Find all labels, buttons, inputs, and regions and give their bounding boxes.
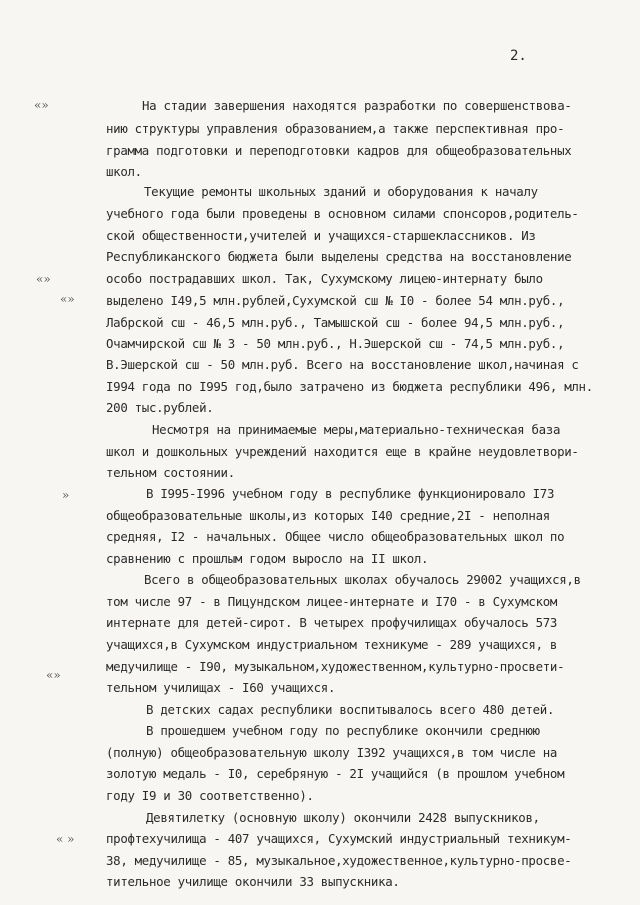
text-line: особо пострадавших школ. Так, Сухумскому лицею-интернату было xyxy=(106,271,543,286)
text-line: нию структуры управления образованием,а также перспективная про- xyxy=(106,121,565,136)
text-line: Лабрской сш - 46,5 млн.руб., Тамышской сш - более 94,5 млн.руб., xyxy=(106,315,565,330)
margin-mark: » xyxy=(62,488,70,502)
text-line: (полную) общеобразовательную школу I392 учащихся,в том числе на xyxy=(106,745,558,760)
text-line: ской общественности,учителей и учащихся-старшеклассников. Из xyxy=(106,228,536,243)
text-line: В.Эшерской сш - 50 млн.руб. Всего на восстановление школ,начиная с xyxy=(106,357,579,372)
text-line: 38, медучилище - 85, музыкальное,художественное,культурно-просве- xyxy=(106,853,572,868)
text-line: 200 тыс.рублей. xyxy=(106,400,214,415)
page-number: 2. xyxy=(510,48,527,64)
margin-mark: «» xyxy=(46,668,61,682)
text-line: На стадии завершения находятся разработки по совершенствова- xyxy=(142,98,572,113)
text-line: тительное училище окончили 33 выпускника. xyxy=(106,874,400,889)
text-line: Республиканского бюджета были выделены средства на восстановление xyxy=(106,249,572,264)
text-line: учебного года были проведены в основном силами спонсоров,родитель- xyxy=(106,206,579,221)
text-line: грамма подготовки и переподготовки кадров для общеобразовательных xyxy=(106,143,572,158)
text-line: Очамчирской сш № 3 - 50 млн.руб., Н.Эшерской сш - 74,5 млн.руб., xyxy=(106,336,565,351)
text-line: Всего в общеобразовательных школах обучалось 29002 учащихся,в xyxy=(144,572,581,587)
text-line: интернате для детей-сирот. В четырех профучилищах обучалось 573 xyxy=(106,615,558,630)
text-line: I994 года по I995 год,было затрачено из бюджета республики 496, млн. xyxy=(106,379,593,394)
text-line: году I9 и 30 соответственно). xyxy=(106,788,314,803)
text-line: выделено I49,5 млн.рублей,Сухумской сш № I0 - более 54 млн.руб., xyxy=(106,293,565,308)
margin-mark: «» xyxy=(60,292,75,306)
text-line: Девятилетку (основную школу) окончили 2428 выпускников, xyxy=(146,810,540,825)
text-line: школ и дошкольных учреждений находится еще в крайне неудовлетвори- xyxy=(106,444,579,459)
text-line: В детских садах республики воспитывалось всего 480 детей. xyxy=(146,702,555,717)
text-line: Несмотря на принимаемые меры,материально-техническая база xyxy=(152,422,561,437)
margin-mark: « » xyxy=(56,832,75,846)
text-line: золотую медаль - I0, серебряную - 2I учащийся (в прошлом учебном xyxy=(106,766,565,781)
text-line: В прошедшем учебном году по республике окончили среднюю xyxy=(146,723,540,738)
text-line: средняя, I2 - начальных. Общее число общеобразовательных школ по xyxy=(106,529,565,544)
text-line: тельном состоянии. xyxy=(106,465,235,480)
margin-mark: «» xyxy=(34,98,49,112)
text-line: Текущие ремонты школьных зданий и оборудования к началу xyxy=(144,184,538,199)
margin-mark: «» xyxy=(36,272,51,286)
text-line: общеобразовательные школы,из которых I40 средние,2I - неполная xyxy=(106,508,550,523)
text-line: профтехучилища - 407 учащихся, Сухумский индустриальный техникум- xyxy=(106,831,572,846)
text-line: медучилище - I90, музыкальном,художественном,культурно-просвети- xyxy=(106,659,565,674)
text-line: В I995-I996 учебном году в республике функционировало I73 xyxy=(146,486,555,501)
text-line: учащихся,в Сухумском индустриальном техникуме - 289 учащихся, в xyxy=(106,637,558,652)
text-line: том числе 97 - в Пицундском лицее-интернате и I70 - в Сухумском xyxy=(106,594,558,609)
text-line: школ. xyxy=(106,164,142,179)
text-line: тельном училищах - I60 учащихся. xyxy=(106,680,336,695)
text-line: сравнению с прошлым годом выросло на II школ. xyxy=(106,551,429,566)
